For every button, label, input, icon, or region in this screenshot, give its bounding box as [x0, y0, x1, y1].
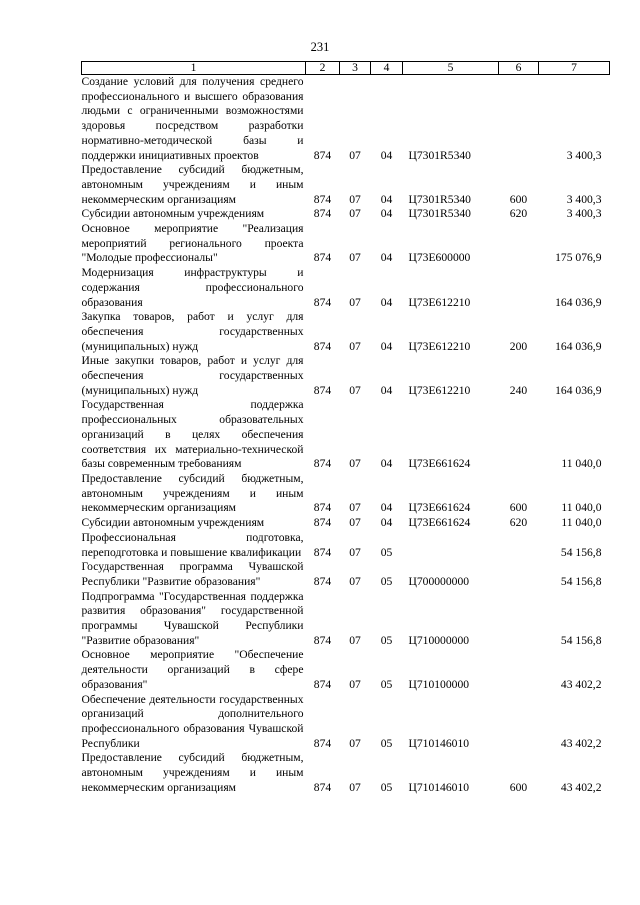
subsection-code-cell: 04 — [380, 339, 393, 353]
amount-cell: 43 402,2 — [560, 677, 602, 691]
ministry-code-cell: 874 — [313, 148, 332, 162]
row-name-cell: Основное мероприятие "Обеспечение деятельности организаций в сфере образования" — [81, 648, 304, 691]
expense-type-cell: 620 — [509, 516, 528, 530]
table-row — [82, 398, 610, 472]
target-article-cell: Ц7301R5340 — [408, 192, 471, 206]
row-name-cell: Государственная программа Чувашской Республики "Развитие образования" — [81, 560, 304, 588]
subsection-code-cell: 05 — [380, 736, 393, 750]
subsection-code-cell: 04 — [380, 207, 393, 221]
table-row — [82, 531, 610, 560]
expense-type-cell: 620 — [509, 207, 528, 221]
column-header: 6 — [499, 62, 539, 75]
amount-cell: 54 156,8 — [560, 633, 602, 647]
amount-cell: 3 400,3 — [566, 207, 602, 221]
ministry-code-cell: 874 — [313, 677, 332, 691]
amount-cell: 3 400,3 — [566, 148, 602, 162]
table-row — [82, 207, 610, 222]
expense-type-cell — [499, 222, 539, 266]
amount-cell: 54 156,8 — [560, 545, 602, 559]
table-row — [82, 751, 610, 795]
subsection-code-cell: 04 — [380, 501, 393, 515]
row-name-cell: Субсидии автономным учреждениям — [81, 516, 265, 530]
ministry-code-cell: 874 — [313, 192, 332, 206]
subsection-code-cell: 04 — [380, 251, 393, 265]
table-row — [82, 310, 610, 354]
table-header-row — [82, 62, 610, 75]
amount-cell: 11 040,0 — [561, 501, 602, 515]
column-header: 1 — [82, 62, 306, 75]
section-code-cell: 07 — [349, 383, 361, 397]
amount-cell: 164 036,9 — [555, 383, 602, 397]
table-row — [82, 472, 610, 516]
ministry-code-cell: 874 — [313, 251, 332, 265]
table-row — [82, 560, 610, 589]
target-article-cell: Ц700000000 — [408, 574, 470, 588]
row-name-cell: Создание условий для получения среднего профессионального и высшего образования людьми с ограниченными возможностями здоровья посредством разработки нормативно-методической базы и поддержки инициативных проектов — [81, 75, 304, 162]
amount-cell: 54 156,8 — [560, 574, 602, 588]
expense-type-cell: 240 — [509, 383, 528, 397]
target-article-cell: Ц73Е612210 — [408, 339, 471, 353]
ministry-code-cell: 874 — [313, 457, 332, 471]
subsection-code-cell: 05 — [380, 677, 393, 691]
row-name-cell: Профессиональная подготовка, переподготовка и повышение квалификации — [81, 530, 304, 559]
section-code-cell: 07 — [349, 677, 361, 691]
table-row — [82, 163, 610, 207]
ministry-code-cell: 874 — [313, 736, 332, 750]
ministry-code-cell: 874 — [313, 501, 332, 515]
row-name-cell: Предоставление субсидий бюджетным, автономным учреждениям и иным некоммерческим организациям — [81, 751, 304, 794]
ministry-code-cell: 874 — [313, 516, 332, 530]
section-code-cell: 07 — [349, 780, 361, 794]
amount-cell: 175 076,9 — [555, 251, 602, 265]
ministry-code-cell: 874 — [313, 574, 332, 588]
section-code-cell: 07 — [349, 736, 361, 750]
row-name-cell: Государственная поддержка профессиональных образовательных организаций в целях обеспечения соответствия их материально-технической базы современным требованиям — [81, 398, 304, 471]
row-name-cell: Обеспечение деятельности государственных организаций дополнительного профессионального образования Чувашской Республики — [81, 692, 304, 750]
target-article-cell: Ц73Е661624 — [408, 457, 471, 471]
subsection-code-cell: 04 — [380, 383, 393, 397]
table-row — [82, 222, 610, 266]
budget-table — [81, 61, 610, 795]
section-code-cell: 07 — [349, 295, 361, 309]
row-name-cell: Основное мероприятие "Реализация мероприятий регионального проекта "Молодые профессионалы" — [81, 222, 304, 265]
subsection-code-cell: 05 — [380, 780, 393, 794]
amount-cell: 11 040,0 — [561, 457, 602, 471]
target-article-cell: Ц7301R5340 — [408, 207, 471, 221]
target-article-cell — [403, 531, 499, 560]
ministry-code-cell: 874 — [313, 383, 332, 397]
section-code-cell: 07 — [349, 457, 361, 471]
target-article-cell: Ц73Е661624 — [408, 501, 471, 515]
table-row — [82, 648, 610, 692]
column-header: 5 — [403, 62, 499, 75]
ministry-code-cell: 874 — [313, 780, 332, 794]
expense-type-cell — [499, 75, 539, 164]
expense-type-cell: 600 — [509, 780, 528, 794]
target-article-cell: Ц710100000 — [408, 677, 470, 691]
subsection-code-cell: 04 — [380, 148, 393, 162]
column-header: 4 — [371, 62, 403, 75]
table-row — [82, 516, 610, 531]
expense-type-cell — [499, 560, 539, 589]
ministry-code-cell: 874 — [313, 339, 332, 353]
section-code-cell: 07 — [349, 192, 361, 206]
expense-type-cell — [499, 531, 539, 560]
target-article-cell: Ц73Е661624 — [408, 516, 471, 530]
row-name-cell: Предоставление субсидий бюджетным, автономным учреждениям и иным некоммерческим организациям — [81, 471, 304, 515]
expense-type-cell — [499, 398, 539, 472]
subsection-code-cell: 04 — [380, 192, 393, 206]
section-code-cell: 07 — [349, 339, 361, 353]
amount-cell: 43 402,2 — [560, 736, 602, 750]
row-name-cell: Субсидии автономным учреждениям — [81, 207, 265, 221]
target-article-cell: Ц73Е612210 — [408, 383, 471, 397]
target-article-cell: Ц73Е600000 — [408, 251, 471, 265]
ministry-code-cell: 874 — [313, 545, 332, 559]
expense-type-cell: 600 — [509, 192, 528, 206]
target-article-cell: Ц710146010 — [408, 780, 470, 794]
expense-type-cell — [499, 590, 539, 649]
target-article-cell: Ц7301R5340 — [408, 148, 471, 162]
table-row — [82, 354, 610, 398]
page-number: 231 — [310, 40, 330, 54]
row-name-cell: Иные закупки товаров, работ и услуг для обеспечения государственных (муниципальных) нужд — [81, 354, 304, 397]
amount-cell: 164 036,9 — [555, 339, 602, 353]
table-row — [82, 693, 610, 752]
table-row — [82, 75, 610, 164]
section-code-cell: 07 — [349, 207, 361, 221]
subsection-code-cell: 04 — [380, 516, 393, 530]
target-article-cell: Ц73Е612210 — [408, 295, 471, 309]
expense-type-cell — [499, 648, 539, 692]
subsection-code-cell: 04 — [380, 457, 393, 471]
subsection-code-cell: 05 — [380, 574, 393, 588]
expense-type-cell: 200 — [509, 339, 528, 353]
subsection-code-cell: 05 — [380, 633, 393, 647]
table-row — [82, 590, 610, 649]
column-header: 3 — [340, 62, 371, 75]
ministry-code-cell: 874 — [313, 295, 332, 309]
expense-type-cell — [499, 693, 539, 752]
section-code-cell: 07 — [349, 545, 361, 559]
target-article-cell: Ц710000000 — [408, 633, 470, 647]
subsection-code-cell: 05 — [380, 545, 393, 559]
expense-type-cell — [499, 266, 539, 310]
subsection-code-cell: 04 — [380, 295, 393, 309]
row-name-cell: Подпрограмма "Государственная поддержка развития образования" государственной программы Чувашской Республики "Развитие образования" — [81, 589, 304, 647]
row-name-cell: Закупка товаров, работ и услуг для обеспечения государственных (муниципальных) нужд — [81, 310, 304, 353]
amount-cell: 164 036,9 — [555, 295, 602, 309]
expense-type-cell: 600 — [509, 501, 528, 515]
amount-cell: 3 400,3 — [566, 192, 602, 206]
amount-cell: 11 040,0 — [561, 516, 602, 530]
row-name-cell: Модернизация инфраструктуры и содержания профессионального образования — [81, 266, 304, 309]
section-code-cell: 07 — [349, 251, 361, 265]
section-code-cell: 07 — [349, 574, 361, 588]
column-header: 7 — [539, 62, 610, 75]
target-article-cell: Ц710146010 — [408, 736, 470, 750]
row-name-cell: Предоставление субсидий бюджетным, автономным учреждениям и иным некоммерческим организациям — [81, 163, 304, 206]
section-code-cell: 07 — [349, 516, 361, 530]
column-header: 2 — [306, 62, 340, 75]
table-row — [82, 266, 610, 310]
section-code-cell: 07 — [349, 633, 361, 647]
amount-cell: 43 402,2 — [560, 780, 602, 794]
ministry-code-cell: 874 — [313, 633, 332, 647]
section-code-cell: 07 — [349, 148, 361, 162]
ministry-code-cell: 874 — [313, 207, 332, 221]
section-code-cell: 07 — [349, 501, 361, 515]
